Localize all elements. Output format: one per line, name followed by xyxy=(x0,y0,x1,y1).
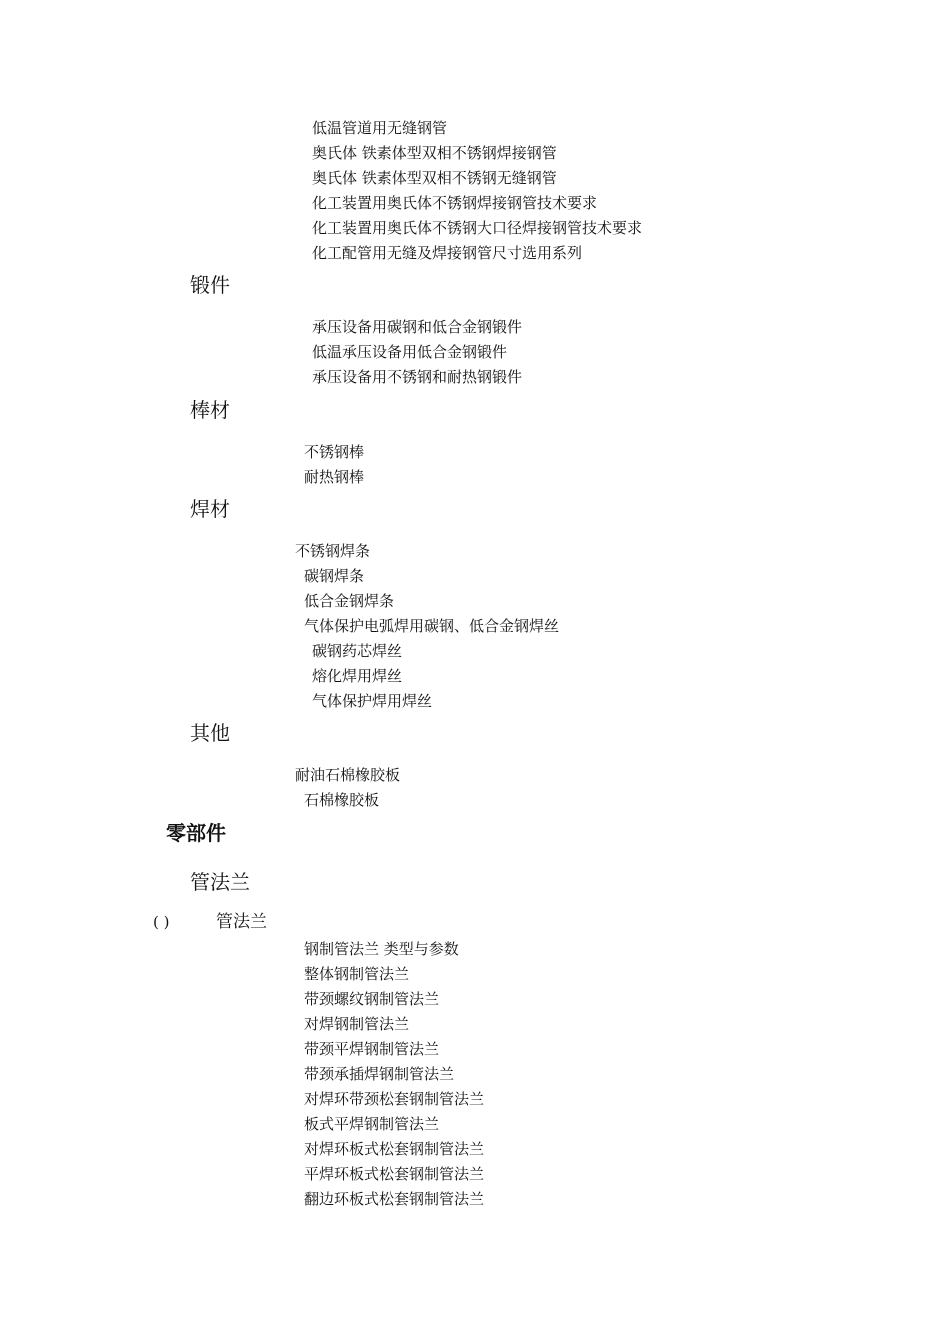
flange-item: 翻边环板式松套钢制管法兰 xyxy=(304,1190,485,1208)
section-heading-forgings: 锻件 xyxy=(190,273,230,297)
section-heading-bars: 棒材 xyxy=(190,398,230,422)
flange-item: 对焊钢制管法兰 xyxy=(304,1015,410,1033)
welding-item: 熔化焊用焊丝 xyxy=(312,667,403,685)
welding-item: 碳钢焊条 xyxy=(304,567,365,585)
flange-item: 带颈承插焊钢制管法兰 xyxy=(304,1065,455,1083)
pipe-item: 低温管道用无缝钢管 xyxy=(312,119,448,137)
pipe-item: 奥氏体 铁素体型双相不锈钢焊接钢管 xyxy=(312,144,557,162)
pipe-item: 化工装置用奥氏体不锈钢大口径焊接钢管技术要求 xyxy=(312,219,643,237)
other-item: 耐油石棉橡胶板 xyxy=(295,766,401,784)
other-item: 石棉橡胶板 xyxy=(304,791,380,809)
pipe-item: 化工配管用无缝及焊接钢管尺寸选用系列 xyxy=(312,244,583,262)
forging-item: 承压设备用碳钢和低合金钢锻件 xyxy=(312,318,523,336)
section-heading-other: 其他 xyxy=(190,721,230,745)
pipe-item: 化工装置用奥氏体不锈钢焊接钢管技术要求 xyxy=(312,194,598,212)
bar-item: 耐热钢棒 xyxy=(304,468,365,486)
flange-item: 带颈螺纹钢制管法兰 xyxy=(304,990,440,1008)
flange-item: 平焊环板式松套钢制管法兰 xyxy=(304,1165,485,1183)
section-heading-parts: 零部件 xyxy=(166,821,226,845)
forging-item: 承压设备用不锈钢和耐热钢锻件 xyxy=(312,368,523,386)
pipe-item: 奥氏体 铁素体型双相不锈钢无缝钢管 xyxy=(312,169,557,187)
section-heading-welding: 焊材 xyxy=(190,497,230,521)
subsection-heading-pipe-flanges: 管法兰 xyxy=(216,912,267,932)
flange-item: 带颈平焊钢制管法兰 xyxy=(304,1040,440,1058)
bar-item: 不锈钢棒 xyxy=(304,443,365,461)
flange-item: 对焊环板式松套钢制管法兰 xyxy=(304,1140,485,1158)
welding-item: 低合金钢焊条 xyxy=(304,592,395,610)
welding-item: 气体保护焊用焊丝 xyxy=(312,692,433,710)
flange-item: 对焊环带颈松套钢制管法兰 xyxy=(304,1090,485,1108)
welding-item: 气体保护电弧焊用碳钢、低合金钢焊丝 xyxy=(304,617,560,635)
subsection-number: ( ) xyxy=(153,913,170,931)
flange-item: 整体钢制管法兰 xyxy=(304,965,410,983)
welding-item: 不锈钢焊条 xyxy=(295,542,371,560)
flange-item: 钢制管法兰 类型与参数 xyxy=(304,940,459,958)
welding-item: 碳钢药芯焊丝 xyxy=(312,642,403,660)
flange-item: 板式平焊钢制管法兰 xyxy=(304,1115,440,1133)
subsection-heading-flanges: 管法兰 xyxy=(190,870,250,894)
forging-item: 低温承压设备用低合金钢锻件 xyxy=(312,343,508,361)
